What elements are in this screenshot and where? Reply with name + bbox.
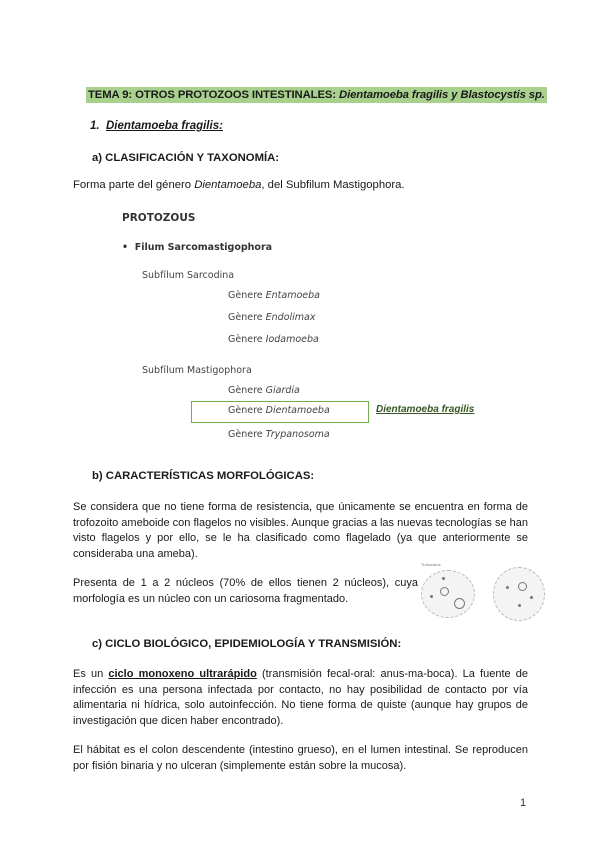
subsection-b-paragraph-1: Se considera que no tiene forma de resistencia, que únicamente se encuentra en forma de trofozoito ameboide con flagelos no visibles. Aunque gracias a las nuevas tecnologías se han visto flagelos y por ello, se le ha clasificado como flagelado (ya que anteriormente se consideraba una ameba). [73, 501, 528, 560]
taxonomy-heading: PROTOZOUS [122, 212, 196, 224]
taxonomy-figure [110, 205, 500, 445]
bullet-icon: • [122, 242, 129, 253]
section-1-heading [90, 120, 223, 132]
subsection-c-paragraph-1: Es un ciclo monoxeno ultrarápido (transmisión fecal-oral: anus-ma-boca). La fuente de infección es una persona infectada por contacto, no hay posibilidad de contacto por vía alimentaria ni hídrica, solo autoinfección. No tiene forma de quiste (aunque hay grupos de investigación que dicen haber encontrado). [73, 668, 528, 727]
title-species: Dientamoeba fragilis y Blastocystis sp. [339, 89, 545, 101]
subsection-b-heading: b) CARACTERÍSTICAS MORFOLÓGICAS: [92, 470, 315, 482]
subsection-a-text: Forma parte del género Dientamoeba, del Subfilum Mastigophora. [73, 179, 405, 191]
dientamoeba-fragilis-label: Dientamoeba fragilis [376, 404, 475, 415]
genus-trypanosoma: Gènere Trypanosoma [228, 429, 330, 440]
subsection-c-heading: c) CICLO BIOLÓGICO, EPIDEMIOLOGÍA Y TRANSMISIÓN: [92, 638, 402, 650]
trophozoite-cell-1 [421, 570, 475, 618]
genus-iodamoeba: Gènere Iodamoeba [228, 334, 319, 345]
subsection-a-heading: a) CLASIFICACIÓN Y TAXONOMÍA: [92, 152, 280, 164]
trophozoite-cell-2 [493, 567, 545, 621]
genus-giardia: Gènere Giardia [228, 385, 300, 396]
page-number: 1 [520, 797, 527, 809]
section-1-label: Dientamoeba fragilis: [105, 120, 223, 132]
subsection-b-paragraph-2: Presenta de 1 a 2 núcleos (70% de ellos tienen 2 núcleos), cuya morfología es un núcleo con un cariosoma fragmentado. [73, 577, 418, 605]
genus-name: Dientamoeba [194, 179, 262, 191]
trophozoite-illustration [415, 562, 555, 624]
subsection-c-paragraph-2: El hábitat es el colon descendente (intestino grueso), en el lumen intestinal. Se reproducen por fisión binaria y no ulceran (simplemente están sobre la mucosa). [73, 744, 528, 772]
taxonomy-filum: • Filum Sarcomastigophora [122, 242, 273, 253]
image-caption: Trofozoitos [421, 562, 441, 567]
title-prefix: TEMA 9: OTROS PROTOZOOS INTESTINALES: [88, 89, 340, 101]
genus-entamoeba: Gènere Entamoeba [228, 290, 320, 301]
section-1-number: 1. [90, 120, 100, 132]
genus-endolimax: Gènere Endolimax [228, 312, 316, 323]
document-title [86, 87, 547, 103]
genus-dientamoeba: Gènere Dientamoeba [228, 405, 330, 416]
subfilum-sarcodina: Subfílum Sarcodina [142, 270, 235, 281]
subfilum-mastigophora: Subfílum Mastigophora [142, 365, 252, 376]
cycle-emphasis: ciclo monoxeno ultrarápido [108, 668, 257, 680]
